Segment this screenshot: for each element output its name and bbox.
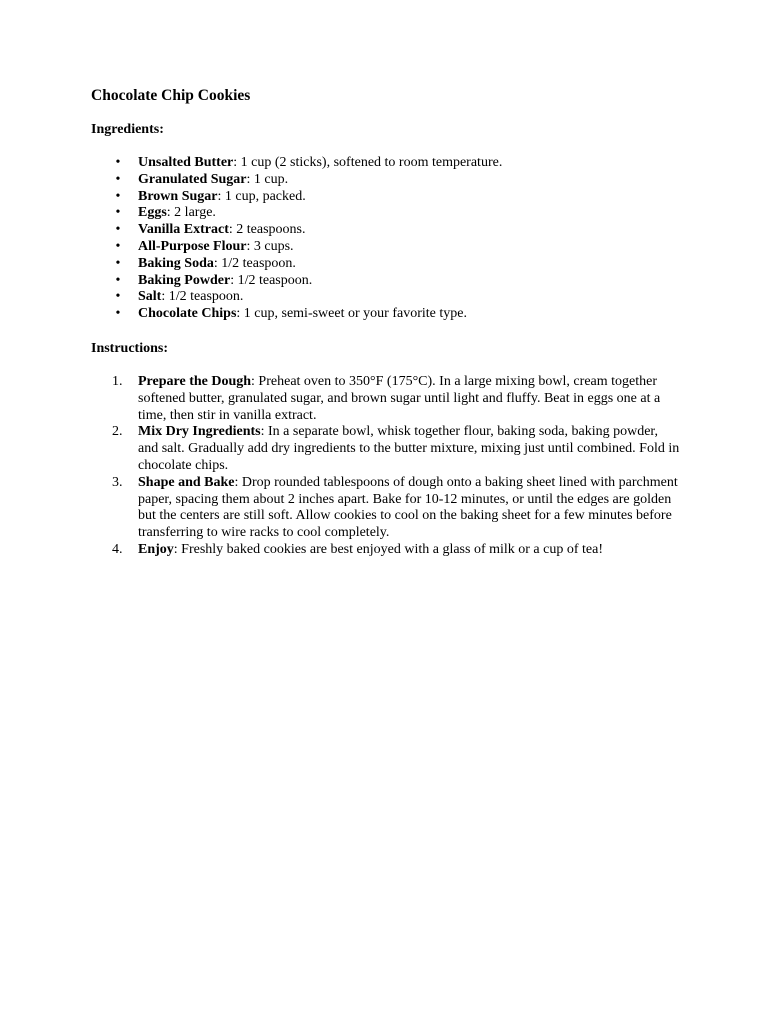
bullet-icon: • — [115, 188, 121, 204]
step-name: Prepare the Dough — [138, 373, 252, 389]
ingredient-detail: : 3 cups. — [246, 238, 294, 254]
ingredient-name: Granulated Sugar — [138, 171, 247, 187]
step-number: 1. — [112, 373, 123, 389]
ingredient-detail: : 1 cup, packed. — [217, 188, 306, 204]
list-item — [91, 155, 681, 172]
instructions-list — [91, 374, 681, 559]
list-item — [91, 306, 681, 323]
ingredient-name: Brown Sugar — [138, 188, 218, 204]
ingredient-detail: : 1/2 teaspoon. — [230, 272, 313, 288]
ingredient-name: All-Purpose Flour — [138, 238, 247, 254]
document-page — [91, 86, 681, 559]
ingredient-detail: : 2 teaspoons. — [228, 222, 306, 238]
ingredient-detail: : 1 cup, semi-sweet or your favorite type. — [236, 306, 467, 322]
ingredient-detail: : 1 cup (2 sticks), softened to room temperature. — [233, 155, 503, 170]
step-detail: : In a separate bowl, whisk together flour, baking soda, baking powder, and salt. Gradually add dry ingredients to the butter mixture, mixing just until combined. Fold in chocolate chips. — [138, 424, 680, 473]
bullet-icon: • — [115, 155, 121, 170]
ingredient-name: Chocolate Chips — [138, 306, 237, 322]
step-name: Mix Dry Ingredients — [138, 424, 261, 440]
instructions-heading: Instructions: — [91, 340, 169, 356]
bullet-icon: • — [115, 171, 121, 187]
step-number: 3. — [112, 474, 123, 490]
list-item — [91, 289, 681, 306]
ingredient-name: Baking Soda — [138, 255, 214, 271]
list-item — [91, 239, 681, 256]
list-item — [91, 273, 681, 290]
list-item — [91, 424, 681, 474]
bullet-icon: • — [115, 255, 121, 271]
list-item — [91, 542, 681, 559]
step-detail: : Drop rounded tablespoons of dough onto a baking sheet lined with parchment paper, spacing them about 2 inches apart. Bake for 10-12 minutes, or until the edges are golden but the centers are still soft. Allow cookies to cool on the baking sheet for a few minutes before transferring to wire racks to cool completely. — [138, 474, 678, 541]
bullet-icon: • — [115, 238, 121, 254]
ingredient-name: Eggs — [138, 205, 167, 221]
ingredient-detail: : 2 large. — [166, 205, 216, 221]
ingredient-detail: : 1/2 teaspoon. — [213, 255, 296, 271]
step-number: 4. — [112, 541, 123, 557]
bullet-icon: • — [115, 272, 121, 288]
ingredient-detail: : 1 cup. — [246, 171, 289, 187]
ingredients-list — [91, 155, 681, 323]
bullet-icon: • — [115, 306, 121, 322]
document-title: Chocolate Chip Cookies — [91, 87, 251, 104]
step-name: Enjoy — [138, 541, 174, 557]
list-item — [91, 205, 681, 222]
step-detail: : Preheat oven to 350°F (175°C). In a large mixing bowl, cream together softened butter, granulated sugar, and brown sugar until light and fluffy. Beat in eggs one at a time, then stir in vanilla extract. — [138, 373, 661, 423]
ingredient-name: Salt — [138, 289, 162, 305]
step-name: Shape and Bake — [138, 474, 235, 490]
list-item — [91, 222, 681, 239]
ingredients-heading: Ingredients: — [91, 122, 164, 137]
bullet-icon: • — [115, 205, 121, 221]
list-item — [91, 256, 681, 273]
list-item — [91, 374, 681, 424]
bullet-icon: • — [115, 222, 121, 238]
ingredient-name: Vanilla Extract — [138, 222, 229, 238]
step-number: 2. — [112, 424, 123, 440]
bullet-icon: • — [115, 289, 121, 305]
ingredient-name: Unsalted Butter — [138, 155, 234, 170]
list-item — [91, 475, 681, 542]
list-item — [91, 172, 681, 189]
ingredient-detail: : 1/2 teaspoon. — [161, 289, 244, 305]
step-detail: : Freshly baked cookies are best enjoyed with a glass of milk or a cup of tea! — [173, 541, 604, 557]
ingredient-name: Baking Powder — [138, 272, 231, 288]
list-item — [91, 189, 681, 206]
